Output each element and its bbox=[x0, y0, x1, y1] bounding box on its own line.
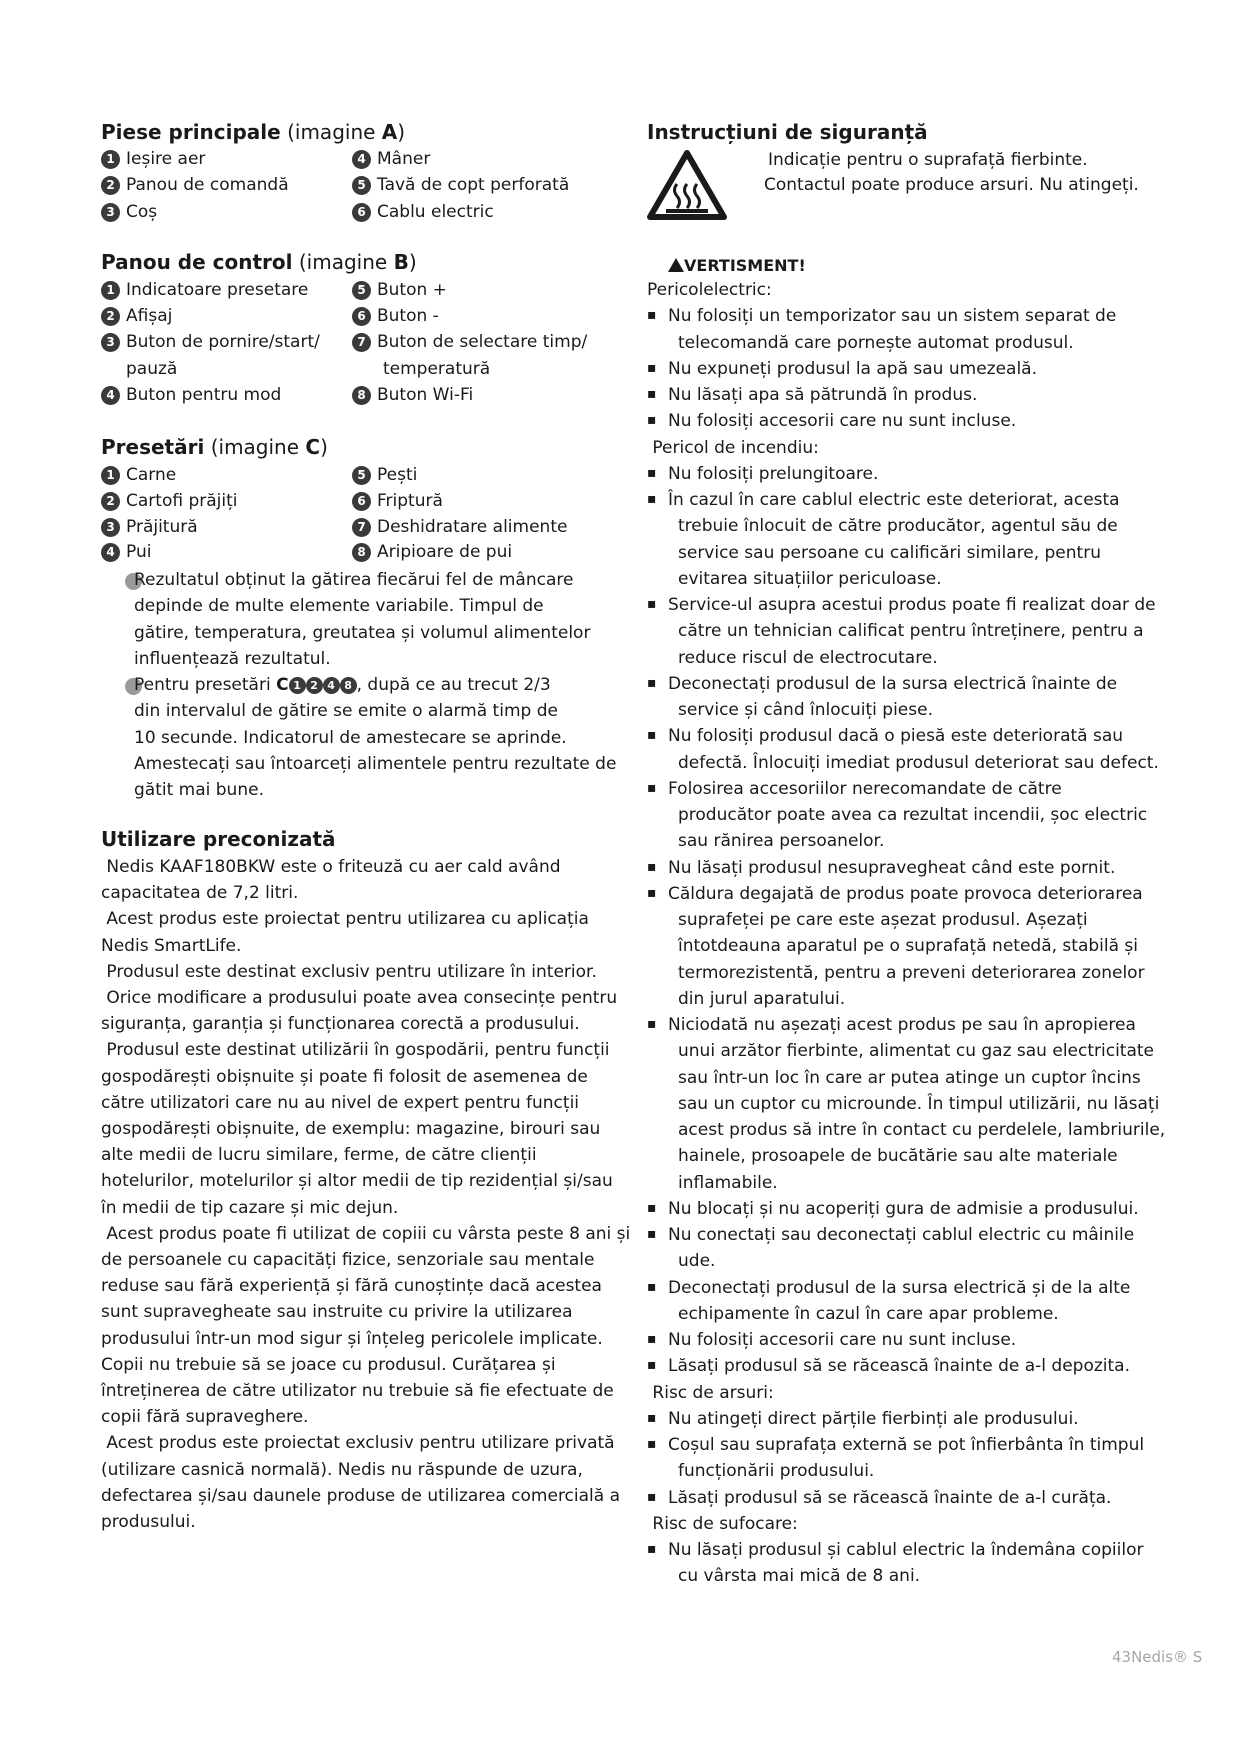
presets-heading: Presetări (imagine C) bbox=[101, 435, 328, 459]
paragraph-line: gospodărești obișnuite și poate fi folosit de asemenea de bbox=[101, 1066, 588, 1087]
list-item: 7 Deshidratare alimente bbox=[352, 516, 567, 538]
bullet-marker: ▪ bbox=[647, 674, 657, 691]
note-line: 10 secunde. Indicatorul de amestecare se aprinde. bbox=[134, 728, 567, 748]
bullet-marker: ▪ bbox=[647, 596, 657, 612]
bullet-continuation: inflamabile. bbox=[678, 1172, 778, 1193]
bullet-item: Nu blocați și nu acoperiți gura de admisie a produsului. bbox=[668, 1198, 1139, 1219]
note-line: Pentru presetări C 1 2 4 8 , după ce au trecut 2/3 bbox=[134, 675, 551, 695]
note-line: Rezultatul obținut la gătirea fiecărui fel de mâncare bbox=[134, 570, 574, 590]
paragraph-line: Nedis SmartLife. bbox=[101, 935, 242, 956]
paragraph-line: copii fără supraveghere. bbox=[101, 1407, 309, 1428]
bullet-continuation: sau un cuptor cu microunde. În timpul utilizării, nu lăsați bbox=[678, 1093, 1160, 1114]
bullet-marker: ▪ bbox=[647, 1436, 657, 1452]
bullet-item: Nu conectați sau deconectați cablul electric cu mâinile bbox=[668, 1225, 1135, 1245]
bullet-marker: ▪ bbox=[647, 1016, 657, 1032]
bullet-continuation: suprafeței pe care este așezat produsul. Așezați bbox=[678, 910, 1088, 930]
bullet-item: Coșul sau suprafața externă se pot înfierbânta în timpul bbox=[668, 1435, 1145, 1455]
list-item: 4 Buton pentru mod bbox=[101, 384, 281, 406]
note-line: depinde de multe elemente variabile. Timpul de bbox=[134, 596, 544, 616]
paragraph-line: reduse sau fără experiență și fără cunoștințe dacă acestea bbox=[101, 1276, 602, 1297]
list-item: 2 Afișaj bbox=[101, 305, 172, 327]
paragraph-line: în medii de tip cazare și mic dejun. bbox=[101, 1197, 399, 1218]
note-line: gătire, temperatura, greutatea și volumul alimentelor bbox=[134, 623, 591, 643]
risk-heading: Risc de arsuri: bbox=[647, 1382, 774, 1403]
bullet-item: Nu lăsați produsul și cablul electric la îndemâna copiilor bbox=[668, 1540, 1144, 1560]
list-item: 2 Cartofi prăjiți bbox=[101, 490, 238, 512]
bullet-continuation: sau rănirea persoanelor. bbox=[678, 831, 885, 852]
list-item: 8 Buton Wi-Fi bbox=[352, 384, 473, 406]
list-item: 1 Carne bbox=[101, 464, 176, 486]
bullet-marker: ▪ bbox=[647, 779, 657, 796]
paragraph-line: Produsul este destinat exclusiv pentru utilizare în interior. bbox=[101, 961, 597, 982]
bullet-continuation: defectă. Înlocuiți imediat produsul deteriorat sau defect. bbox=[678, 752, 1159, 773]
paragraph-line: Copii nu trebuie să se joace cu produsul. Curățarea și bbox=[101, 1354, 556, 1375]
bullet-item: Lăsați produsul să se răcească înainte de a-l curăța. bbox=[668, 1487, 1112, 1508]
bullet-marker: ▪ bbox=[647, 464, 657, 481]
bullet-continuation: reduce riscul de electrocutare. bbox=[678, 647, 938, 668]
bullet-marker: ▪ bbox=[647, 1357, 657, 1374]
bullet-item: Nu lăsați produsul nesupravegheat când este pornit. bbox=[668, 857, 1116, 878]
paragraph-line: defectarea și/sau daunele produse de utilizarea comercială a bbox=[101, 1485, 621, 1506]
risk-heading: Pericol de incendiu: bbox=[647, 437, 819, 458]
bullet-continuation: cu vârsta mai mică de 8 ani. bbox=[678, 1566, 921, 1587]
note-line: Amestecați sau întoarceți alimentele pentru rezultate de bbox=[134, 754, 617, 774]
bullet-item: Nu folosiți un temporizator sau un sistem separat de bbox=[668, 306, 1117, 327]
paragraph-line: de persoanele cu capacități fizice, senzoriale sau mentale bbox=[101, 1250, 595, 1270]
bullet-item: Nu atingeți direct părțile fierbinți ale produsului. bbox=[668, 1408, 1079, 1429]
bullet-continuation: întotdeauna aparatul pe o suprafață netedă, stabilă și bbox=[678, 936, 1138, 957]
bullet-marker: ▪ bbox=[647, 1199, 657, 1216]
list-item: 3 Prăjitură bbox=[101, 516, 198, 538]
note-line: din intervalul de gătire se emite o alarmă timp de bbox=[134, 701, 558, 721]
intended-use-heading: Utilizare preconizată bbox=[101, 827, 336, 851]
bullet-marker: ▪ bbox=[647, 1278, 657, 1295]
bullet-marker: ▪ bbox=[647, 727, 657, 744]
hot-surface-text: Indicație pentru o suprafață fierbinte. bbox=[768, 150, 1088, 170]
bullet-marker: ▪ bbox=[647, 1409, 657, 1426]
bullet-marker: ▪ bbox=[647, 1226, 657, 1242]
note-line: influențează rezultatul. bbox=[134, 649, 331, 669]
bullet-marker: ▪ bbox=[647, 1331, 657, 1347]
bullet-continuation: trebuie înlocuit de către producător, agentul său de bbox=[678, 516, 1118, 537]
bullet-marker: ▪ bbox=[647, 1541, 657, 1557]
hot-surface-text: Contactul poate produce arsuri. Nu atingeți. bbox=[764, 175, 1139, 195]
bullet-item: Nu folosiți accesorii care nu sunt incluse. bbox=[668, 1330, 1017, 1350]
bullet-item: Service-ul asupra acestui produs poate fi realizat doar de bbox=[668, 595, 1156, 615]
bullet-item: Folosirea accesoriilor nerecomandate de către bbox=[668, 778, 1062, 799]
bullet-marker: ▪ bbox=[647, 359, 657, 376]
bullet-continuation: termorezistentă, pentru a preveni deteriorarea zonelor bbox=[678, 962, 1145, 983]
paragraph-line: produsului. bbox=[101, 1512, 196, 1532]
hot-surface-warning-icon bbox=[646, 148, 728, 222]
list-item-continuation: temperatură bbox=[383, 359, 491, 379]
bullet-marker: ▪ bbox=[647, 386, 657, 402]
list-item: 5 Tavă de copt perforată bbox=[352, 174, 569, 196]
bullet-continuation: funcționării produsului. bbox=[678, 1461, 875, 1482]
paragraph-line: siguranța, garanția și funcționarea corectă a produsului. bbox=[101, 1014, 580, 1035]
bullet-continuation: service și când înlocuiți piese. bbox=[678, 700, 933, 720]
paragraph-line: Produsul este destinat utilizării în gospodării, pentru funcții bbox=[101, 1040, 610, 1061]
list-item: 2 Panou de comandă bbox=[101, 174, 289, 196]
safety-heading: Instrucțiuni de siguranță bbox=[647, 120, 928, 144]
bullet-item: Niciodată nu așezați acest produs pe sau în apropierea bbox=[668, 1015, 1136, 1035]
risk-heading: Pericolelectric: bbox=[647, 280, 772, 300]
bullet-marker: ▪ bbox=[647, 1488, 657, 1505]
bullet-item: Nu expuneți produsul la apă sau umezeală. bbox=[668, 358, 1038, 379]
bullet-continuation: service sau persoane cu calificări similare, pentru bbox=[678, 542, 1101, 563]
bullet-marker: ▪ bbox=[647, 412, 657, 429]
bullet-item: Nu lăsați apa să pătrundă în produs. bbox=[668, 385, 978, 405]
bullet-continuation: evitarea situațiilor periculoase. bbox=[678, 568, 942, 589]
list-item: 4 Mâner bbox=[352, 148, 430, 170]
bullet-item: Nu folosiți accesorii care nu sunt incluse. bbox=[668, 411, 1017, 432]
note-line: gătit mai bune. bbox=[134, 780, 264, 800]
bullet-continuation: acest produs să intre în contact cu perdelele, lambriurile, bbox=[678, 1120, 1166, 1140]
paragraph-line: Acest produs este proiectat pentru utilizarea cu aplicația bbox=[101, 909, 589, 930]
main-parts-heading: Piese principale (imagine A) bbox=[101, 120, 406, 144]
paragraph-line: Acest produs poate fi utilizat de copiii cu vârsta peste 8 ani și bbox=[101, 1223, 631, 1244]
bullet-marker: ▪ bbox=[647, 884, 657, 901]
bullet-marker: ▪ bbox=[647, 858, 657, 875]
list-item: 4 Pui bbox=[101, 541, 151, 563]
paragraph-line: alte medii de lucru similare, ferme, de către clienții bbox=[101, 1145, 537, 1166]
control-panel-heading: Panou de control (imagine B) bbox=[101, 250, 417, 274]
paragraph-line: Nedis KAAF180BKW este o friteuză cu aer cald având bbox=[101, 857, 561, 877]
list-item: 3 Buton de pornire/start/ bbox=[101, 331, 320, 353]
paragraph-line: către utilizatori care nu au nivel de expert pentru funcții bbox=[101, 1092, 580, 1113]
paragraph-line: produsului într-un mod sigur și înțeleg pericolele implicate. bbox=[101, 1328, 603, 1349]
list-item: 6 Friptură bbox=[352, 490, 443, 512]
list-item: 6 Cablu electric bbox=[352, 201, 494, 223]
list-item: 1 Ieșire aer bbox=[101, 148, 205, 170]
bullet-continuation: echipamente în cazul în care apar probleme. bbox=[678, 1303, 1059, 1324]
list-item: 5 Pești bbox=[352, 464, 417, 486]
bullet-continuation: telecomandă care pornește automat produsul. bbox=[678, 332, 1074, 353]
warning-label: VERTISMENT! bbox=[668, 255, 806, 277]
paragraph-line: Orice modificare a produsului poate avea consecințe pentru bbox=[101, 988, 618, 1008]
bullet-continuation: către un tehnician calificat pentru întreținere, pentru a bbox=[678, 621, 1144, 642]
paragraph-line: întreținerea de către utilizator nu trebuie să fie efectuate de bbox=[101, 1381, 614, 1401]
bullet-continuation: din jurul aparatului. bbox=[678, 988, 846, 1009]
bullet-item: Deconectați produsul de la sursa electrică și de la alte bbox=[668, 1277, 1131, 1298]
bullet-item: Deconectați produsul de la sursa electrică înainte de bbox=[668, 673, 1118, 694]
bullet-continuation: producător poate avea ca rezultat incendii, șoc electric bbox=[678, 805, 1148, 825]
list-item: 6 Buton - bbox=[352, 305, 439, 327]
list-item: 5 Buton + bbox=[352, 279, 447, 301]
bullet-item: Căldura degajată de produs poate provoca deteriorarea bbox=[668, 883, 1143, 904]
bullet-item: În cazul în care cablul electric este deteriorat, acesta bbox=[668, 490, 1120, 510]
bullet-item: Nu folosiți prelungitoare. bbox=[668, 463, 879, 484]
bullet-continuation: ude. bbox=[678, 1251, 716, 1272]
list-item: 7 Buton de selectare timp/ bbox=[352, 331, 587, 353]
page-number: 43Nedis® S bbox=[1112, 1648, 1203, 1666]
bullet-continuation: unui arzător fierbinte, alimentat cu gaz sau electricitate bbox=[678, 1041, 1154, 1062]
paragraph-line: capacitatea de 7,2 litri. bbox=[101, 883, 299, 904]
list-item: 3 Coș bbox=[101, 201, 157, 223]
paragraph-line: hotelurilor, motelurilor și altor medii de tip rezidențial și/sau bbox=[101, 1171, 613, 1192]
paragraph-line: (utilizare casnică normală). Nedis nu răspunde de uzura, bbox=[101, 1459, 583, 1480]
list-item: 1 Indicatoare presetare bbox=[101, 279, 308, 301]
paragraph-line: sunt supravegheate sau instruite cu privire la utilizarea bbox=[101, 1302, 573, 1323]
paragraph-line: gospodărești obișnuite, de exemplu: magazine, birouri sau bbox=[101, 1119, 601, 1139]
bullet-marker: ▪ bbox=[647, 307, 657, 324]
bullet-item: Nu folosiți produsul dacă o piesă este deteriorată sau bbox=[668, 726, 1124, 747]
bullet-continuation: hainele, prosoapele de bucătărie sau alte materiale bbox=[678, 1146, 1118, 1167]
paragraph-line: Acest produs este proiectat exclusiv pentru utilizare privată bbox=[101, 1433, 615, 1454]
list-item-continuation: pauză bbox=[126, 359, 178, 379]
warning-triangle-icon bbox=[668, 258, 684, 272]
bullet-continuation: sau într-un loc în care ar putea atinge un cuptor încins bbox=[678, 1067, 1141, 1088]
risk-heading: Risc de sufocare: bbox=[647, 1513, 798, 1534]
list-item: 8 Aripioare de pui bbox=[352, 541, 512, 563]
bullet-marker: ▪ bbox=[647, 491, 657, 507]
bullet-item: Lăsați produsul să se răcească înainte de a-l depozita. bbox=[668, 1356, 1130, 1377]
